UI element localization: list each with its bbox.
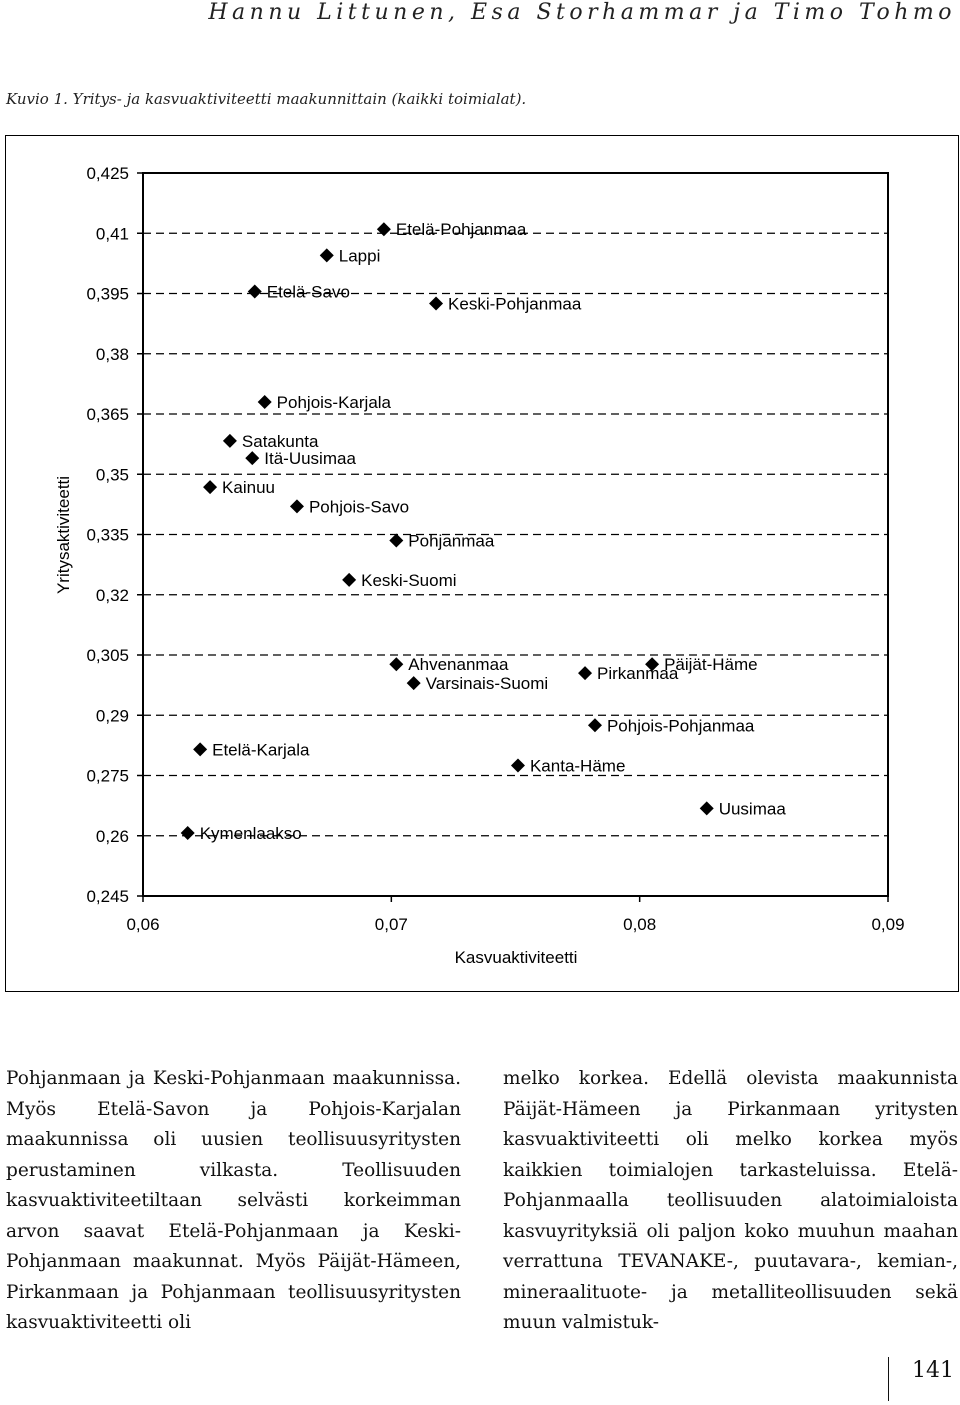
- y-tick-label: 0,245: [86, 887, 129, 906]
- data-point-label: Etelä-Pohjanmaa: [395, 220, 527, 240]
- data-point-label: Pohjanmaa: [408, 531, 495, 551]
- y-tick-label: 0,26: [95, 826, 129, 846]
- data-point-label: Kanta-Häme: [529, 756, 626, 776]
- x-tick-label: 0,07: [374, 915, 408, 934]
- chart-outer-frame: [6, 136, 959, 992]
- data-point-label: Pohjois-Karjala: [276, 392, 392, 412]
- data-point-label: Pohjois-Pohjanmaa: [606, 716, 755, 736]
- body-text-left-column: Pohjanmaan ja Keski-Pohjanmaan maakunnissa. Myös Etelä-Savon ja Pohjois-Karjalan maakunnissa oli uusien teollisuusyritysten perustaminen vilkasta. Teollisuuden kasvuaktiviteetiltaan selvästi korkeimman arvon saavat Etelä-Pohjanmaan ja Keski-Pohjanmaan maakunnat. Myös Päijät-Hämeen, Pirkanmaan ja Pohjanmaan teollisuusyritysten kasvuaktiviteetti oli: [6, 1068, 461, 1333]
- data-point-label: Päijät-Häme: [664, 655, 758, 675]
- data-point-label: Pirkanmaa: [597, 664, 679, 684]
- body-text-right-column: melko korkea. Edellä olevista maakunnista Päijät-Hämeen ja Pirkanmaan yritysten kasvuaktiviteetti oli melko korkea myös kaikkien toimialojen tarkasteluissa. Etelä-Pohjanmaalla teollisuuden alatoimialoista kasvuyrityksiä oli paljon koko muuhun maahan verrattuna TEVANAKE-, puutavara-, kemian-, mineraalituote- ja metalliteollisuuden sekä muun valmistuk-: [503, 1068, 958, 1333]
- running-head: Hannu Littunen, Esa Storhammar ja Timo Tohmo: [208, 0, 956, 25]
- x-tick-label: 0,09: [871, 915, 905, 934]
- data-point-label: Kymenlaakso: [199, 823, 302, 843]
- y-tick-label: 0,29: [95, 706, 129, 726]
- data-point-label: Keski-Suomi: [361, 570, 457, 590]
- y-tick-label: 0,275: [86, 766, 129, 786]
- y-tick-label: 0,35: [95, 465, 129, 485]
- data-point-label: Keski-Pohjanmaa: [448, 294, 582, 314]
- page-number-rule: [888, 1357, 889, 1401]
- y-tick-label: 0,32: [95, 585, 129, 605]
- data-point-label: Pohjois-Savo: [308, 497, 410, 517]
- data-point-label: Varsinais-Suomi: [425, 674, 549, 694]
- data-point-label: Uusimaa: [718, 799, 786, 819]
- y-tick-label: 0,335: [86, 525, 129, 545]
- y-axis-label: Yritysaktiviteetti: [54, 475, 73, 595]
- y-tick-label: 0,305: [86, 646, 129, 665]
- x-tick-label: 0,06: [126, 915, 160, 934]
- data-point-label: Etelä-Karjala: [212, 740, 310, 760]
- data-point-label: Satakunta: [241, 431, 319, 451]
- x-axis-label: Kasvuaktiviteetti: [454, 948, 578, 967]
- data-point-label: Kainuu: [222, 478, 275, 498]
- y-tick-label: 0,425: [86, 164, 129, 183]
- data-point-label: Ahvenanmaa: [408, 655, 509, 675]
- y-tick-label: 0,395: [86, 284, 129, 304]
- y-tick-label: 0,365: [86, 405, 129, 424]
- data-point-label: Lappi: [338, 246, 381, 266]
- y-tick-label: 0,38: [95, 344, 129, 364]
- figure-caption: Kuvio 1. Yritys- ja kasvuaktiviteetti maakunnittain (kaikki toimialat).: [6, 90, 527, 108]
- x-tick-label: 0,08: [623, 915, 657, 934]
- y-tick-label: 0,41: [95, 224, 129, 244]
- data-point-label: Itä-Uusimaa: [264, 449, 356, 469]
- data-point-label: Etelä-Savo: [266, 282, 350, 302]
- page-number: 141: [912, 1358, 954, 1383]
